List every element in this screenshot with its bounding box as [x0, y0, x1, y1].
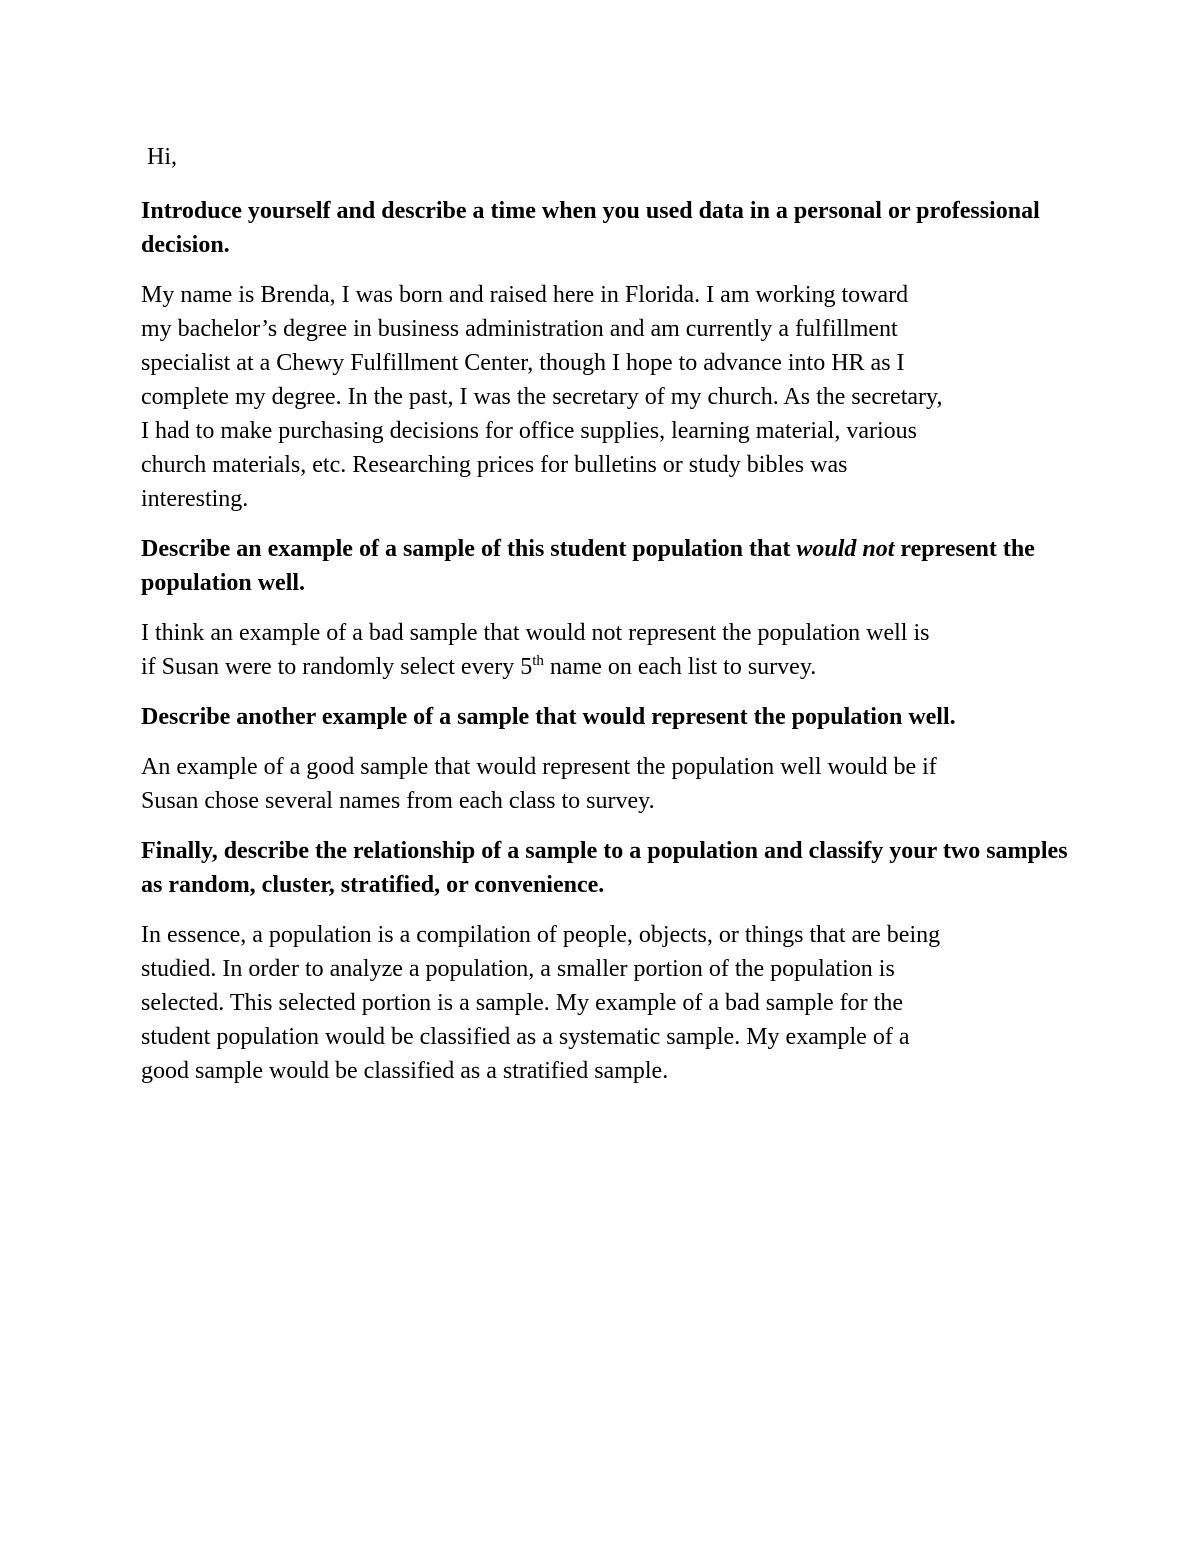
greeting: Hi, — [147, 144, 177, 170]
answer-line: selected. This selected portion is a sample. My example of a bad sample for the — [141, 990, 903, 1016]
answer-line: Susan chose several names from each class to survey. — [141, 788, 655, 814]
question-introduce-yourself: Introduce yourself and describe a time when you used data in a personal or professional decision. — [141, 198, 1040, 258]
answer-relationship — [141, 918, 1071, 1088]
question-emphasis: would not — [796, 536, 895, 562]
answer-text: if Susan were to randomly select every 5 — [141, 654, 533, 680]
answer-line: interesting. — [141, 486, 249, 512]
question-text: Describe an example of a sample of this student population that — [141, 536, 797, 562]
answer-line — [141, 650, 1071, 684]
answer-line: I had to make purchasing decisions for office supplies, learning material, various — [141, 418, 917, 444]
answer-text: name on each list to survey. — [543, 654, 817, 680]
answer-bad-sample — [141, 616, 1071, 684]
answer-line: complete my degree. In the past, I was the secretary of my church. As the secretary, — [141, 384, 943, 410]
answer-good-sample — [141, 750, 1071, 818]
document-page — [141, 140, 1071, 1104]
question-relationship: Finally, describe the relationship of a sample to a population and classify your two samples as random, cluster, stratified, or convenience. — [141, 838, 1068, 898]
answer-introduce-yourself — [141, 278, 1071, 516]
question-good-sample: Describe another example of a sample that would represent the population well. — [141, 704, 956, 730]
answer-line: studied. In order to analyze a population, a smaller portion of the population is — [141, 956, 895, 982]
answer-line: I think an example of a bad sample that would not represent the population well is — [141, 620, 930, 646]
question-bad-sample — [141, 532, 1071, 600]
answer-line: In essence, a population is a compilation of people, objects, or things that are being — [141, 922, 941, 948]
answer-line: An example of a good sample that would represent the population well would be if — [141, 754, 937, 780]
answer-line: good sample would be classified as a stratified sample. — [141, 1058, 669, 1084]
answer-line: specialist at a Chewy Fulfillment Center, though I hope to advance into HR as I — [141, 350, 905, 376]
answer-line: church materials, etc. Researching prices for bulletins or study bibles was — [141, 452, 848, 478]
answer-line: my bachelor’s degree in business administration and am currently a fulfillment — [141, 316, 898, 342]
answer-line: student population would be classified as a systematic sample. My example of a — [141, 1024, 910, 1050]
answer-line: My name is Brenda, I was born and raised here in Florida. I am working toward — [141, 282, 909, 308]
ordinal-superscript: th — [532, 653, 544, 669]
question-text: represent the population well. — [141, 536, 1035, 596]
